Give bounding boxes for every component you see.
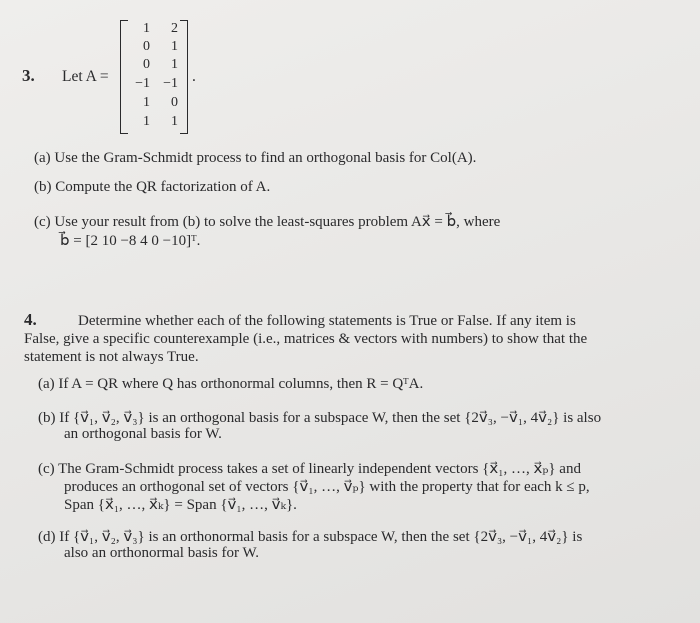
problem-4-part-a: (a) If A = QR where Q has orthonormal columns, then R = QᵀA. [38, 376, 424, 392]
problem-3-part-c-line-1: (c) Use your result from (b) to solve the least-squares problem Ax⃗ = b⃗, where [34, 214, 501, 230]
problem-4-intro-line-3: statement is not always True. [24, 349, 199, 365]
matrix-cell: 0 [143, 57, 150, 72]
problem-4-part-c-line-1: (c) The Gram-Schmidt process takes a set of linearly independent vectors {x⃗₁, …, x⃗ₚ} and [38, 461, 581, 477]
matrix-period: . [192, 68, 196, 85]
matrix-cell: 1 [143, 21, 150, 36]
matrix-cell: 1 [171, 114, 178, 129]
problem-3-part-a: (a) Use the Gram-Schmidt process to find an orthogonal basis for Col(A). [34, 150, 477, 166]
matrix-cell: 1 [143, 95, 150, 110]
matrix-cell: 1 [171, 57, 178, 72]
matrix-cell: 0 [171, 95, 178, 110]
problem-4-part-b-line-2: an orthogonal basis for W. [64, 426, 222, 442]
matrix-cell: 0 [143, 39, 150, 54]
matrix-right-bracket [180, 20, 188, 134]
matrix-cell: 2 [171, 21, 178, 36]
matrix-cell: −1 [163, 76, 178, 91]
matrix-cell: −1 [135, 76, 150, 91]
problem-4-part-d-line-2: also an orthonormal basis for W. [64, 545, 259, 561]
problem-3-part-c-line-2: b⃗ = [2 10 −8 4 0 −10]ᵀ. [60, 233, 201, 249]
problem-4-intro-line-1: Determine whether each of the following statements is True or False. If any item is [78, 313, 576, 329]
problem-3-let-text: Let A = [62, 68, 109, 85]
matrix-cell: 1 [143, 114, 150, 129]
problem-3-number: 3. [22, 66, 35, 85]
problem-4-part-c-line-2: produces an orthogonal set of vectors {v⃗₁, …, v⃗ₚ} with the property that for each k ≤ p, [64, 479, 590, 495]
matrix-a [120, 20, 188, 134]
problem-4-part-b-line-1: (b) If {v⃗₁, v⃗₂, v⃗₃} is an orthogonal basis for a subspace W, then the set {2v⃗₃, −v⃗₁, 4v⃗₂} is also [38, 410, 602, 426]
problem-4-intro-line-2: False, give a specific counterexample (i.e., matrices & vectors with numbers) to show that the [24, 331, 588, 347]
problem-3-part-b: (b) Compute the QR factorization of A. [34, 179, 271, 195]
problem-4-part-d-line-1: (d) If {v⃗₁, v⃗₂, v⃗₃} is an orthonormal basis for a subspace W, then the set {2v⃗₃, −v⃗₁, 4v⃗₂} is [38, 529, 583, 545]
problem-4-number: 4. [24, 310, 37, 329]
matrix-cell: 1 [171, 39, 178, 54]
matrix-left-bracket [120, 20, 128, 134]
problem-4-part-c-line-3: Span {x⃗₁, …, x⃗ₖ} = Span {v⃗₁, …, v⃗ₖ}. [64, 497, 297, 513]
